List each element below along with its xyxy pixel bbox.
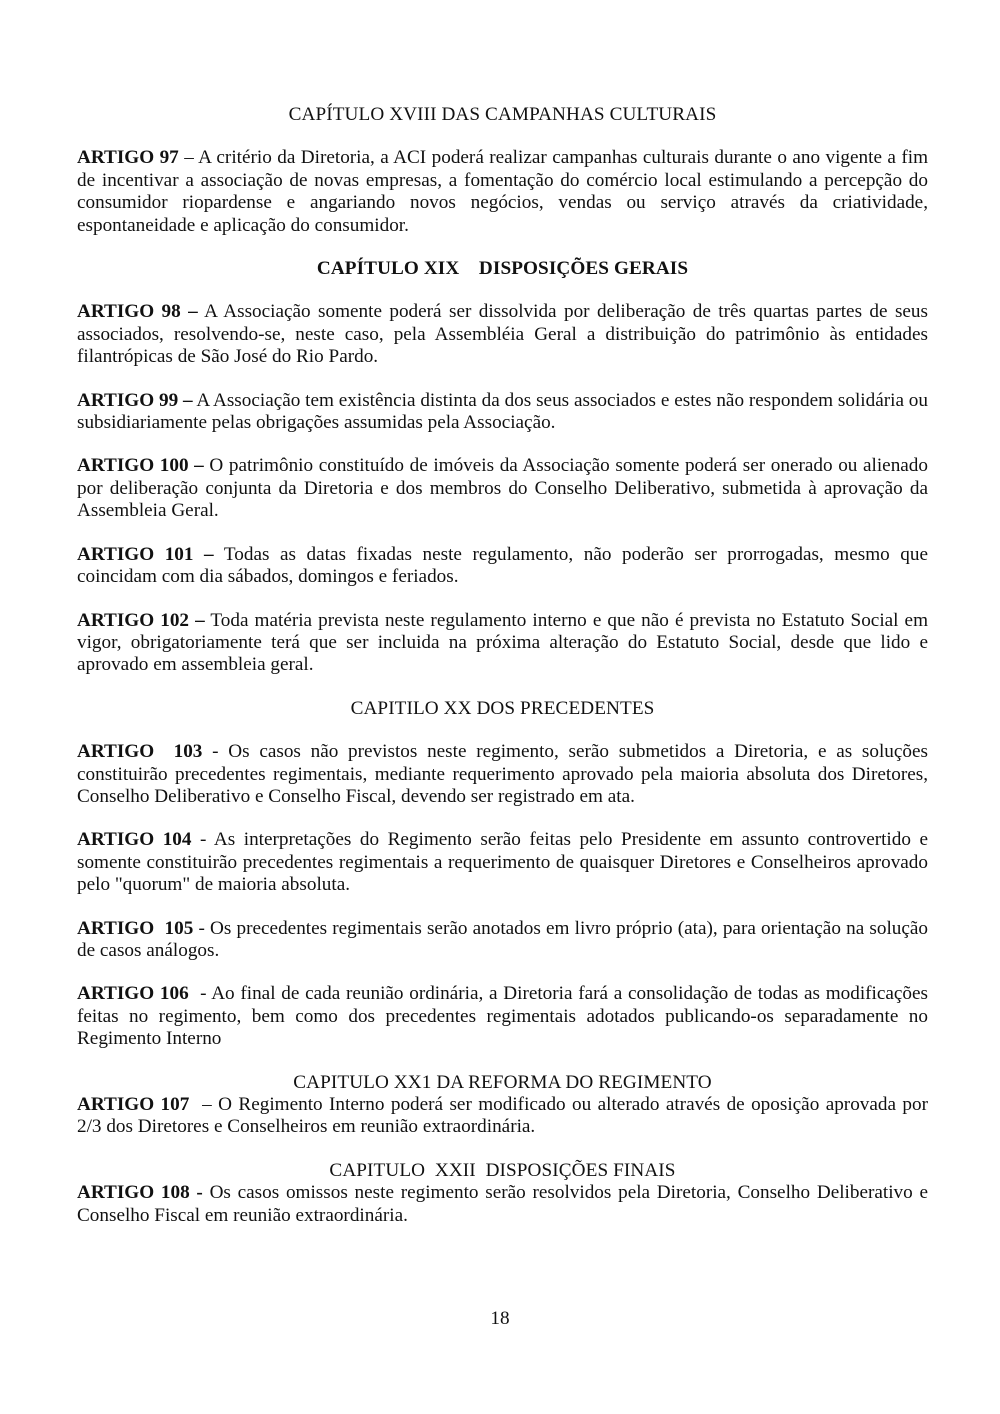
article-text: Toda matéria prevista neste regulamento interno e que não é prevista no Estatuto Social em vigor, obrigatoriamente terá que ser incluida na próxima alteração do Estatuto Social, desde que lido e aprovado em assembleia geral.: [77, 609, 929, 676]
article-text: - Os precedentes regimentais serão anotados em livro próprio (ata), para orientação na solução de casos análogos.: [77, 917, 929, 961]
article-107: [77, 1094, 933, 1139]
article-text: O patrimônio constituído de imóveis da Associação somente poderá ser onerado ou alienado por deliberação conjunta da Diretoria e dos membros do Conselho Deliberativo, submetida à aprovação da Assembleia Geral.: [77, 455, 928, 522]
article-number: ARTIGO 105: [77, 917, 194, 939]
article-number: ARTIGO 97: [77, 147, 179, 169]
article-text: A Associação tem existência distinta da dos seus associados e estes não respondem solidária ou subsidiariamente pelas obrigações assumidas pela Associação.: [77, 389, 928, 434]
chapter-heading-xviii: CAPÍTULO XVIII DAS CAMPANHAS CULTURAIS: [288, 104, 717, 125]
page-number: 18: [490, 1308, 510, 1329]
document-page: [77, 104, 933, 1227]
article-101: [77, 544, 928, 589]
chapter-heading-xx: CAPITILO XX DOS PRECEDENTES: [350, 697, 655, 719]
article-number: ARTIGO 103: [77, 741, 203, 763]
article-98: [77, 301, 928, 368]
article-number: ARTIGO 98 –: [77, 301, 198, 323]
article-number: ARTIGO 99 –: [77, 389, 193, 411]
chapter-heading-xxii: CAPITULO XXII DISPOSIÇÕES FINAIS: [329, 1159, 676, 1181]
article-text: – O Regimento Interno poderá ser modificado ou alterado através de oposição aprovada por 2/3 dos Diretores e Conselheiros em reunião extraordinária.: [77, 1094, 933, 1138]
article-text: Os casos omissos neste regimento serão resolvidos pela Diretoria, Conselho Deliberativo e Conselho Fiscal em reunião extraordinária.: [77, 1182, 929, 1226]
article-number: ARTIGO 102 –: [77, 609, 205, 631]
article-number: ARTIGO 100 –: [77, 455, 204, 477]
article-number: ARTIGO 108 -: [77, 1182, 203, 1204]
article-text: - As interpretações do Regimento serão feitas pelo Presidente em assunto controvertido e somente constituirão precedentes regimentais a requerimento de quaisquer Diretores e Conselheiros aprovado pelo "quorum" de maioria absoluta.: [77, 829, 929, 896]
article-number: ARTIGO 101 –: [77, 543, 214, 565]
article-text: - Ao final de cada reunião ordinária, a Diretoria fará a consolidação de todas as modificações feitas no regimento, bem como dos precedentes regimentais adotados publicando-os separadamente no Regimento Interno: [77, 983, 933, 1050]
article-number: ARTIGO 107: [77, 1094, 190, 1115]
article-text: A Associação somente poderá ser dissolvida por deliberação de três quartas partes de seus associados, resolvendo-se, neste caso, pela Assembléia Geral a distribuição do patrimônio às entidades filantrópicas de São José do Rio Pardo.: [77, 301, 928, 368]
article-text: – A critério da Diretoria, a ACI poderá realizar campanhas culturais durante o ano vigente a fim de incentivar a associação de novas empresas, a fomentação do comércio local estimulando a percepção do consumidor riopardense e angariando novos negócios, vendas ou serviço através da criatividade, espontaneidade e aplicação do consumidor.: [77, 147, 928, 236]
article-99: [77, 390, 928, 435]
article-102: [77, 610, 928, 677]
article-text: - Os casos não previstos neste regimento, serão submetidos a Diretoria, e as soluções constituirão precedentes regimentais, mediante requerimento aprovado pela maioria absoluta dos Diretores, Conselho Deliberativo e Conselho Fiscal, devendo ser registrado em ata.: [77, 741, 928, 807]
article-number: ARTIGO 106: [77, 983, 189, 1005]
article-100: [77, 455, 928, 522]
article-text: Todas as datas fixadas neste regulamento, não poderão ser prorrogadas, mesmo que coincidam com dia sábados, domingos e feriados.: [77, 543, 928, 588]
article-103: [77, 741, 928, 808]
chapter-heading-xix: CAPÍTULO XIX DISPOSIÇÕES GERAIS: [316, 258, 689, 280]
article-106: [77, 983, 933, 1050]
chapter-heading-xxi: CAPITULO XX1 DA REFORMA DO REGIMENTO: [293, 1071, 712, 1093]
article-97: [77, 147, 928, 237]
article-number: ARTIGO 104: [77, 829, 192, 851]
article-105: [77, 918, 928, 963]
article-104: [77, 829, 928, 896]
article-108: [77, 1182, 928, 1227]
